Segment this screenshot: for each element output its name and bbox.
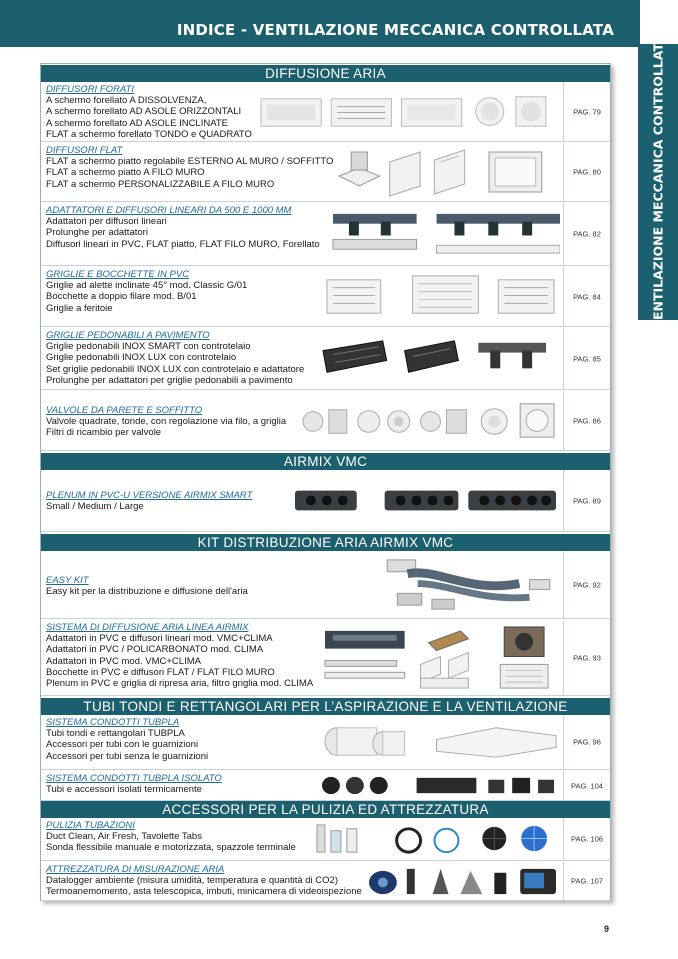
item-line: FLAT a schermo PERSONALIZZABILE A FILO MURO	[46, 178, 275, 190]
row-text	[46, 820, 336, 854]
page-title: INDICE - VENTILAZIONE MECCANICA CONTROLLATA	[176, 21, 614, 39]
item-line: Griglie pedonabili INOX SMART con controtelaio	[46, 341, 251, 353]
side-tab-label: VENTILAZIONE MECCANICA CONTROLLATA	[650, 34, 666, 330]
product-images-sistema-airmix	[321, 623, 560, 692]
page-ref[interactable]: PAG. 86	[573, 416, 601, 425]
product-images-tubpla-isolato	[321, 774, 560, 797]
row-text	[46, 622, 336, 689]
index-row-griglie-bocchette[interactable]	[41, 267, 610, 327]
category-link[interactable]: ADATTATORI E DIFFUSORI LINEARI DA 500 E 1000 MM	[46, 205, 292, 216]
product-images-adattatori	[329, 206, 560, 262]
page-ref[interactable]: PAG. 93	[573, 653, 601, 662]
section-banner-diffusione-aria: DIFFUSIONE ARIA	[41, 65, 610, 82]
product-images-valvole	[299, 394, 560, 447]
category-link[interactable]: DIFFUSORI FLAT	[46, 145, 123, 156]
row-text	[46, 393, 336, 439]
row-text	[46, 773, 336, 795]
index-row-valvole[interactable]	[41, 391, 610, 451]
index-row-adattatori[interactable]	[41, 203, 610, 266]
section-banner-kit-distribuzione: KIT DISTRIBUZIONE ARIA AIRMIX VMC	[41, 534, 610, 551]
item-line: Set griglie pedonabili INOX LUX con controtelaio e adattatore	[46, 363, 305, 375]
category-link[interactable]: SISTEMA CONDOTTI TUBPLA	[46, 717, 180, 728]
section-banner-airmix-vmc: AIRMIX VMC	[41, 453, 610, 470]
item-line: Prolunghe per adattatori per griglie pedonabili a pavimento	[46, 374, 293, 386]
row-text	[46, 717, 336, 762]
side-section-tab	[638, 34, 678, 330]
index-row-tubpla[interactable]	[41, 715, 610, 770]
item-line: Adattatori in PVC e diffusori lineari mod. VMC+CLIMA	[46, 633, 273, 645]
page-ref[interactable]: PAG. 106	[571, 834, 603, 844]
item-line: FLAT a schermo piatto regolabile ESTERNO AL MURO / SOFFITTO	[46, 156, 334, 168]
item-line: A schermo forellato AD ASOLE ORIZZONTALI	[46, 106, 242, 118]
item-line: Griglie ad alette inclinate 45° mod. Classic G/01	[46, 280, 248, 292]
row-text	[46, 553, 336, 597]
page-ref[interactable]: PAG. 84	[573, 292, 601, 301]
section-banner-tubi: TUBI TONDI E RETTANGOLARI PER L’ASPIRAZIONE E LA VENTILAZIONE	[41, 698, 610, 715]
product-images-attrezzatura	[367, 865, 560, 897]
item-line: Tubi e accessori isolati termicamente	[46, 784, 202, 796]
item-line: Griglie a feritoie	[46, 302, 113, 314]
product-images-plenum	[289, 473, 560, 528]
category-link[interactable]: PULIZIA TUBAZIONI	[46, 820, 135, 831]
item-line: Duct Clean, Air Fresh, Tavolette Tabs	[46, 831, 202, 843]
item-line: FLAT a schermo forellato TONDO e QUADRATO	[46, 128, 252, 140]
item-line: Prolunghe per adattatori	[46, 227, 148, 239]
item-line: A schermo forellato AD ASOLE INCLINATE	[46, 117, 228, 129]
index-row-pulizia[interactable]	[41, 818, 610, 861]
category-link[interactable]: VALVOLE DA PARETE E SOFFITTO	[46, 405, 203, 416]
item-line: Filtri di ricambio per valvole	[46, 427, 162, 439]
row-text	[46, 269, 336, 314]
index-row-tubpla-isolato[interactable]	[41, 771, 610, 801]
index-row-plenum[interactable]	[41, 470, 610, 532]
item-line: Diffusori lineari in PVC, FLAT piatto, FLAT FILO MURO, Forellato	[46, 238, 320, 250]
index-row-attrezzatura[interactable]	[41, 862, 610, 901]
page-ref[interactable]: PAG. 107	[571, 876, 603, 886]
product-images-diffusori-flat	[337, 146, 560, 198]
category-link[interactable]: PLENUM IN PVC-U VERSIONE AIRMIX SMART	[46, 490, 253, 501]
category-link[interactable]: SISTEMA CONDOTTI TUBPLA ISOLATO	[46, 773, 222, 784]
item-line: Accessori per tubi senza le guarnizioni	[46, 750, 209, 762]
item-line: Adattatori in PVC mod. VMC+CLIMA	[46, 655, 201, 667]
page-ref[interactable]: PAG. 92	[573, 580, 601, 589]
item-line: Adattatori in PVC / POLICARBONATO mod. CLIMA	[46, 644, 264, 656]
index-card	[40, 63, 611, 901]
row-text	[46, 330, 336, 386]
index-row-easy-kit[interactable]	[41, 551, 610, 619]
item-line: Accessori per tubi con le guarnizioni	[46, 739, 199, 751]
page-ref[interactable]: PAG. 85	[573, 354, 601, 363]
product-images-tubpla	[321, 718, 560, 766]
product-images-griglie-bocchette	[323, 270, 560, 323]
category-link[interactable]: EASY KIT	[46, 575, 89, 586]
item-line: Easy kit per la distribuzione e diffusione dell'aria	[46, 586, 248, 598]
category-link[interactable]: SISTEMA DI DIFFUSIONE ARIA LINEA AIRMIX	[46, 622, 249, 633]
page-ref[interactable]: PAG. 104	[571, 781, 603, 790]
page-ref[interactable]: PAG. 79	[573, 107, 601, 116]
item-line: Plenum in PVC e griglia di ripresa aria, filtro griglia mod. CLIMA	[46, 678, 314, 690]
page-ref[interactable]: PAG. 80	[573, 167, 601, 177]
item-line: Termoanemomento, asta telescopica, imbuti, minicamera di videoispezione	[46, 886, 362, 898]
item-line: Sonda flessibile manuale e motorizzata, spazzole terminale	[46, 842, 296, 854]
index-row-diffusori-flat[interactable]	[41, 143, 610, 202]
item-line: Bocchette in PVC e diffusori FLAT / FLAT FILO MURO	[46, 666, 275, 678]
row-text	[46, 145, 336, 190]
item-line: A schermo forellato A DISSOLVENZA,	[46, 95, 207, 107]
item-line: Bocchette a doppio filare mod. B/01	[46, 291, 197, 303]
page-number: 9	[604, 924, 610, 934]
category-link[interactable]: DIFFUSORI FORATI	[46, 84, 134, 95]
item-line: Small / Medium / Large	[46, 501, 144, 513]
index-row-sistema-airmix[interactable]	[41, 620, 610, 696]
product-images-griglie-pedonabili	[319, 331, 560, 386]
row-text	[46, 864, 362, 898]
item-line: FLAT a schermo piatto A FILO MURO	[46, 167, 205, 179]
item-line: Tubi tondi e rettangolari TUBPLA	[46, 728, 185, 740]
page-ref[interactable]: PAG. 82	[573, 229, 601, 239]
index-row-diffusori-forati[interactable]	[41, 82, 610, 142]
item-line: Adattatori per diffusori lineari	[46, 216, 167, 228]
index-row-griglie-pedonabili[interactable]	[41, 328, 610, 390]
product-images-diffusori-forati	[259, 85, 560, 138]
category-link[interactable]: ATTREZZATURA DI MISURAZIONE ARIA	[46, 864, 225, 875]
row-text	[46, 205, 336, 250]
page-ref[interactable]: PAG. 89	[573, 496, 601, 505]
item-line: Griglie pedonabili INOX LUX con controtelaio	[46, 352, 237, 364]
section-banner-accessori: ACCESSORI PER LA PULIZIA ED ATTREZZATURA	[41, 801, 610, 818]
category-link[interactable]: GRIGLIE PEDONABILI A PAVIMENTO	[46, 330, 210, 341]
page-header	[0, 0, 640, 47]
item-line: Valvole quadrate, tonde, con regolazione via filo, a griglia	[46, 416, 287, 428]
product-images-pulizia	[313, 821, 560, 857]
page-ref[interactable]: PAG. 96	[573, 737, 601, 747]
item-line: Datalogger ambiente (misura umidità, temperatura e quantità di CO2)	[46, 875, 339, 887]
product-images-easy-kit	[377, 554, 560, 615]
category-link[interactable]: GRIGLIE E BOCCHETTE IN PVC	[46, 269, 190, 280]
